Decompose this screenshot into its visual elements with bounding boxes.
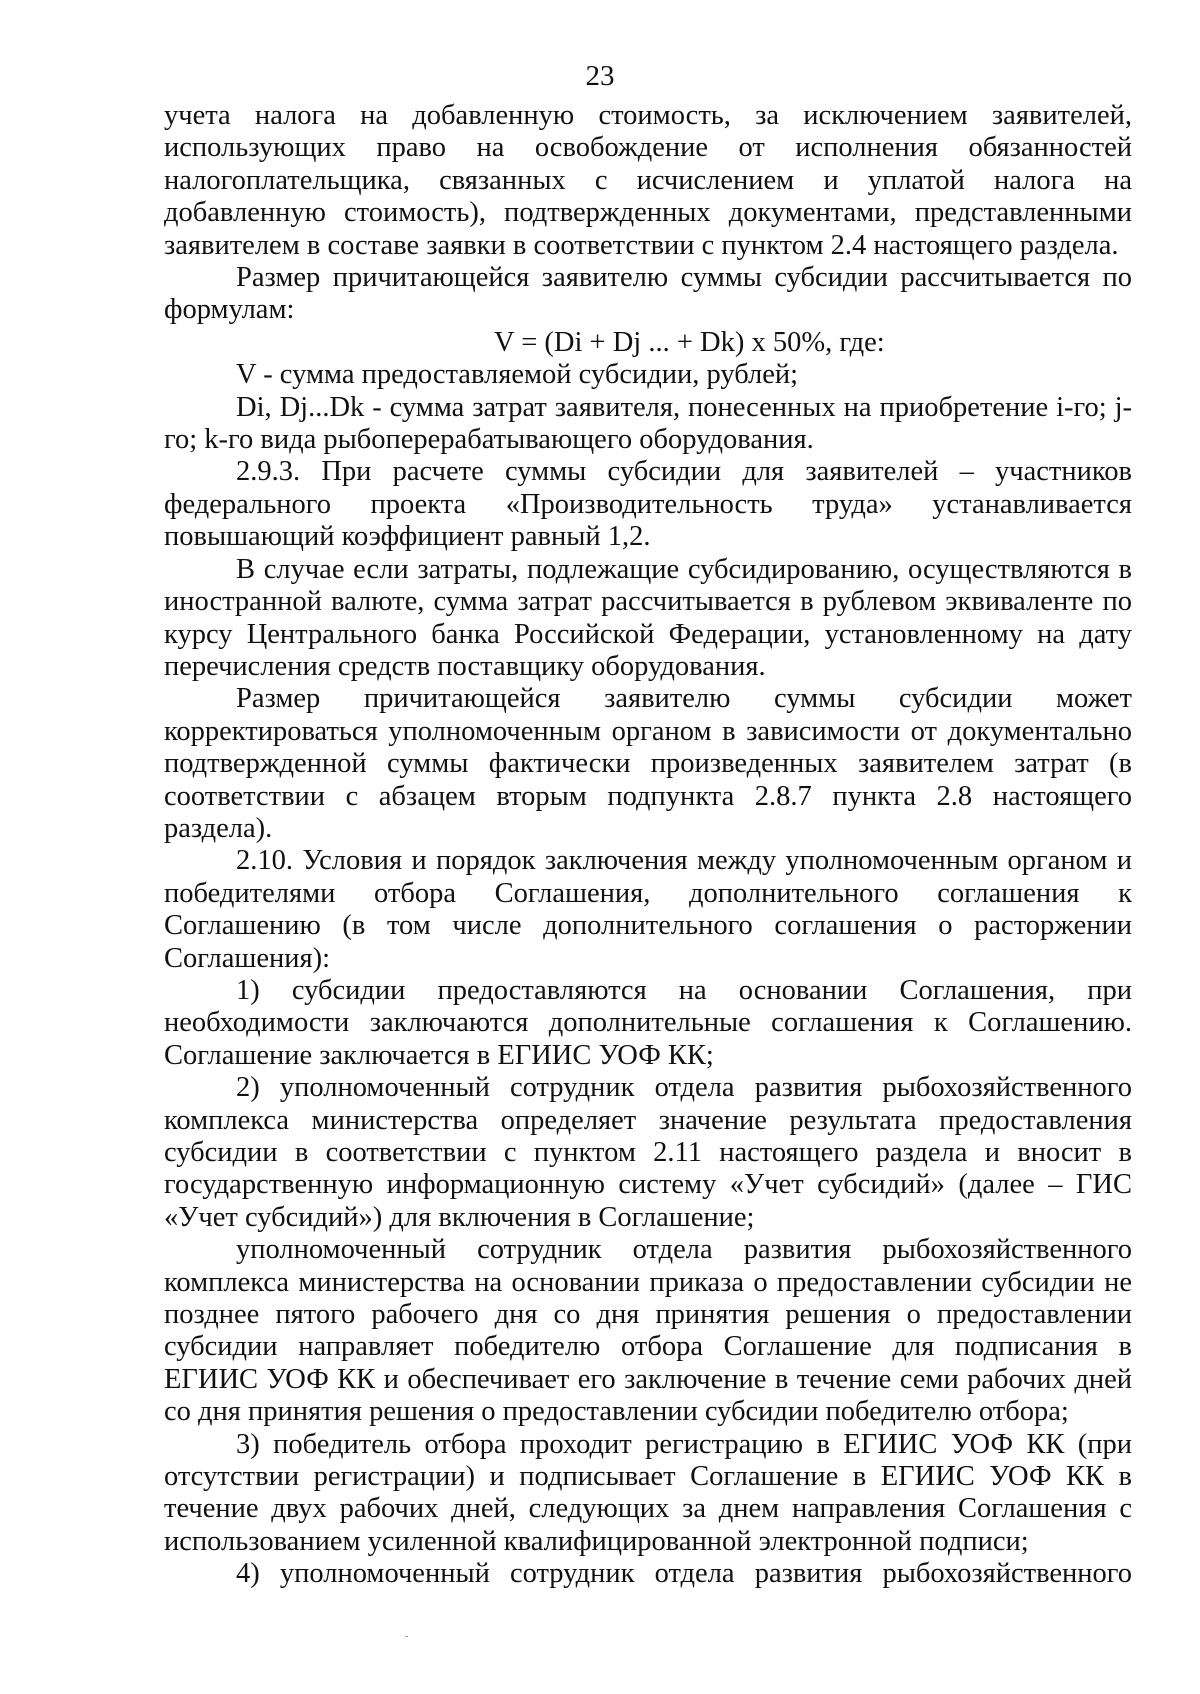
list-item-4: 4) уполномоченный сотрудник отдела развития рыбохозяйственного — [236, 1558, 1132, 1590]
page-number: 23 — [585, 60, 615, 92]
paragraph-authorized-employee: уполномоченный сотрудник отдела развития рыбохозяйственного комплекса министерства на основании приказа о предоставлении субсидии не позднее пятого рабочего дня со дня принятия решения о предоставлении субсидии направляет победителю отбора Соглашение для подписания в ЕГИИС УОФ КК и обеспечивает его заключение в течение семи рабочих дней со дня принятия решения о предоставлении субсидии победителю отбора; — [164, 1234, 1132, 1428]
document-body — [164, 100, 1132, 1591]
paragraph-variable-d: Di, Dj...Dk - сумма затрат заявителя, понесенных на приобретение i-го; j-го; k-го вида рыбоперерабатывающего оборудования. — [164, 391, 1132, 456]
paragraph-subsidy-adjustment: Размер причитающейся заявителю суммы субсидии может корректироваться уполномоченным органом в зависимости от документально подтвержденной суммы фактически произведенных заявителем затрат (в соответствии с абзацем вторым подпункта 2.8.7 пункта 2.8 настоящего раздела). — [164, 683, 1132, 844]
paragraph-variable-v: V - сумма предоставляемой субсидии, рублей; — [236, 359, 799, 391]
paragraph-2-9-3: 2.9.3. При расчете суммы субсидии для заявителей – участников федерального проекта «Производительность труда» устанавливается повышающий коэффициент равный 1,2. — [164, 456, 1132, 553]
list-item-3: 3) победитель отбора проходит регистрацию в ЕГИИС УОФ КК (при отсутствии регистрации) и подписывает Соглашение в ЕГИИС УОФ КК в течение двух рабочих дней, следующих за днем направления Соглашения с использованием усиленной квалифицированной электронной подписи; — [164, 1428, 1132, 1557]
scan-speck — [405, 1636, 408, 1637]
subsidy-formula: V = (Di + Dj ... + Dk) x 50%, где: — [494, 326, 885, 358]
list-item-2: 2) уполномоченный сотрудник отдела развития рыбохозяйственного комплекса министерства определяет значение результата предоставления субсидии в соответствии с пунктом 2.11 настоящего раздела и вносит в государственную информационную систему «Учет субсидий» (далее – ГИС «Учет субсидий») для включения в Соглашение; — [164, 1072, 1132, 1233]
list-item-1: 1) субсидии предоставляются на основании Соглашения, при необходимости заключаются дополнительные соглашения к Соглашению. Соглашение заключается в ЕГИИС УОФ КК; — [164, 974, 1132, 1071]
paragraph-vat-continuation: учета налога на добавленную стоимость, за исключением заявителей, использующих право на освобождение от исполнения обязанностей налогоплательщика, связанных с исчислением и уплатой налога на добавленную стоимость), подтвержденных документами, представленными заявителем в составе заявки в соответствии с пунктом 2.4 настоящего раздела. — [164, 100, 1132, 261]
paragraph-subsidy-size-formula-intro: Размер причитающейся заявителю суммы субсидии рассчитывается по формулам: — [164, 262, 1132, 326]
paragraph-2-10: 2.10. Условия и порядок заключения между уполномоченным органом и победителями отбора Соглашения, дополнительного соглашения к Соглашению (в том числе дополнительного соглашения о расторжении Соглашения): — [164, 845, 1132, 974]
paragraph-foreign-currency: В случае если затраты, подлежащие субсидированию, осуществляются в иностранной валюте, сумма затрат рассчитывается в рублевом эквиваленте по курсу Центрального банка Российской Федерации, установленному на дату перечисления средств поставщику оборудования. — [164, 553, 1132, 682]
